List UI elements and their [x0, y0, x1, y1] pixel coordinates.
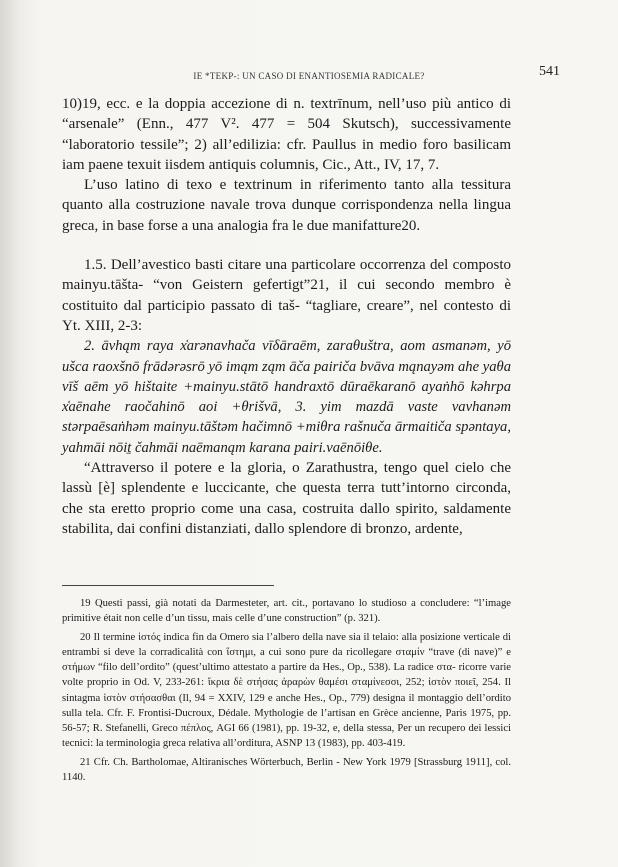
main-text — [62, 94, 511, 539]
paragraph-section-1-5: 1.5. Dell’avestico basti citare una particolare occorrenza del composto mainyu.tāšta- “von Geistern gefertigt”21, il cui secondo membro è costituito dal participio passato di taš- “tagliare, creare”, nel contesto di Yt. XIII, 2-3: — [62, 257, 511, 334]
paragraph-latin-usage: L’uso latino di texo e textrinum in riferimento tanto alla tessitura quanto alla costruzione navale trova dunque corrispondenza nella lingua greca, in base forse a una analogia fra le due manifatture20. — [62, 177, 511, 234]
footnote-separator — [62, 585, 274, 586]
footnote-21: 21 Cfr. Ch. Bartholomae, Altiranisches Wörterbuch, Berlin - New York 1979 [Strassburg 1911], col. 1140. — [62, 756, 511, 784]
footnote-19: 19 Questi passi, già notati da Darmesteter, art. cit., portavano lo studioso a concludere: “l’image primitive était non celle d’un tissu, mais celle d’une construction” (p. 321). — [62, 598, 511, 625]
running-head: IE *TEKP-: UN CASO DI ENANTIOSEMIA RADICALE? — [193, 71, 425, 81]
footnotes — [62, 596, 511, 789]
avestan-quotation: 2. āvhąm raya x᷾arənavhača vīδāraēm, zaraθuštra, aom asmanəm, yō ušca raoxšnō frādərəsrō yō imąm ząm āča pairiča bvāva mąnayəm ahe yaθa vīš aēm yō hištaite +mainyu.stātō handraxtō dūraēkaranō ayaṅhō kəhrpa x᷾aēnahe raočahinō aoi +θrišvā, 3. yim mazdā vaste vavhanəm stərpaēsaṅhəm mainyu.tāštəm hačimnō +miθra rašnuča ārmaitiča spəntaya, yahmāi nōiṯ čahmāi naēmanąm karana pairi.vaēnōiθe. — [62, 338, 511, 456]
footnote-20: 20 Il termine ἱστός indica fin da Omero sia l’albero della nave sia il telaio: alla posizione verticale di entrambi si deve la corradicalità con ἵστημι, a cui sono pure da ricollegare σταμίν “trave (di nave)” e στήμων “filo dell’ordito” (quest’ultimo attestato a partire da Hes., Op., 538). La radice στα- ricorre varie volte proprio in Od. V, 233-261: ἴκρια δὲ στήσας ἀραρὼν θαμέσι σταμίνεσσι, 252; ἱστὸν ποιεῖ, 254. Il sintagma ἱστὸν στήσασθαι (Il, 94 = XXIV, 129 e anche Hes., Op., 779) designa il montaggio dell’ordito sulla tela. Cfr. F. Frontisi-Ducroux, Dédale. Mythologie de l’artisan en Grèce ancienne, Paris 1975, pp. 56-57; R. Stefanelli, Greco πέπλος, AGI 66 (1981), pp. 19-32, e, della stessa, Per un recupero dei lessici tecnici: la terminologia greca relativa all’orditura, ASNP 13 (1983), pp. 403-419. — [62, 632, 511, 749]
paragraph-continuation: 10)19, ecc. e la doppia accezione di n. textrīnum, nell’uso più antico di “arsenale” (Enn., 477 V². 477 = 504 Skutsch), successivamente “laboratorio tessile”; 2) all’edilizia: cfr. Paullus in medio foro basilicam iam paene texuit iisdem antiquis columnis, Cic., Att., IV, 17, 7. — [62, 96, 511, 173]
page-number: 541 — [539, 64, 560, 79]
paragraph-translation: “Attraverso il potere e la gloria, o Zarathustra, tengo quel cielo che lassù [è] splendente e luccicante, che questa terra tutt’intorno circonda, che sta eretto proprio come una casa, costruita dallo spirito, saldamente stabilita, dai confini distanziati, dallo splendore di bronzo, ardente, — [62, 460, 511, 537]
